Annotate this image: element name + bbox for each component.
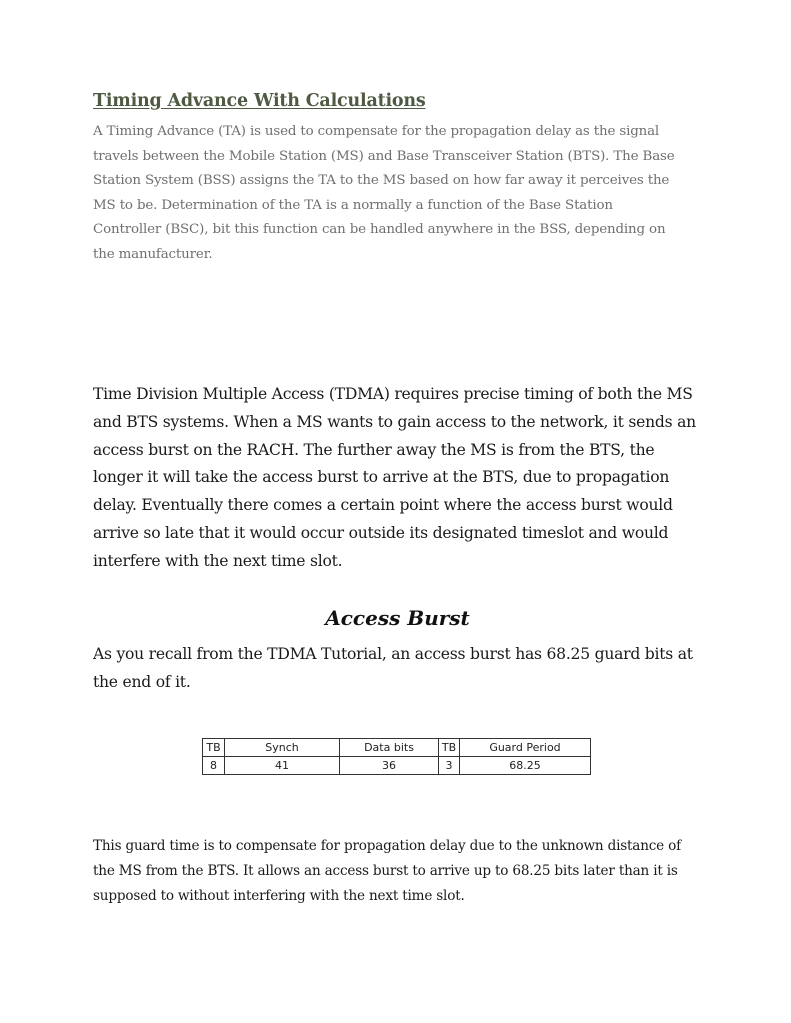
guard-line: supposed to without interfering with the next time slot. — [93, 888, 465, 904]
table-cell: 41 — [225, 757, 340, 775]
intro-line: A Timing Advance (TA) is used to compensate for the propagation delay as the signal — [93, 124, 660, 139]
section-title — [0, 606, 791, 630]
table-header-row — [203, 739, 591, 757]
table-cell: 68.25 — [460, 757, 591, 775]
tdma-line: access burst on the RACH. The further away the MS is from the BTS, the — [93, 440, 655, 459]
intro-line: MS to be. Determination of the TA is a normally a function of the Base Station — [93, 197, 613, 213]
page-title-link[interactable]: Timing Advance With Calculations — [93, 91, 426, 111]
table-row — [203, 757, 591, 775]
table-header-cell: Guard Period — [460, 739, 591, 757]
table-cell: 8 — [203, 757, 225, 775]
tdma-paragraph — [93, 381, 703, 576]
table-header-cell: TB — [439, 739, 460, 757]
tdma-line: longer it will take the access burst to arrive at the BTS, due to propagation — [93, 468, 670, 487]
tdma-line: delay. Eventually there comes a certain point where the access burst would — [93, 496, 673, 515]
table-cell: 3 — [439, 757, 460, 775]
tdma-line: arrive so late that it would occur outside its designated timeslot and would — [93, 523, 669, 542]
recall-line: As you recall from the TDMA Tutorial, an access burst has 68.25 guard bits at — [93, 645, 693, 663]
guard-line: This guard time is to compensate for propagation delay due to the unknown distance of — [93, 838, 681, 854]
recall-line: the end of it. — [93, 672, 191, 691]
intro-line: Controller (BSC), bit this function can be handled anywhere in the BSS, depending on — [93, 222, 666, 238]
table-header-cell: Data bits — [340, 739, 439, 757]
intro-line: the manufacturer. — [93, 246, 213, 262]
recall-paragraph — [93, 641, 703, 697]
tdma-line: Time Division Multiple Access (TDMA) requires precise timing of both the MS — [93, 385, 693, 403]
tdma-line: and BTS systems. When a MS wants to gain access to the network, it sends an — [93, 412, 696, 431]
section-title-text: Access Burst — [325, 606, 470, 630]
guard-line: the MS from the BTS. It allows an access burst to arrive up to 68.25 bits later than it is — [93, 863, 678, 879]
table-header-cell: Synch — [225, 739, 340, 757]
intro-line: travels between the Mobile Station (MS) and Base Transceiver Station (BTS). The Base — [93, 148, 675, 164]
guard-paragraph — [93, 834, 703, 909]
intro-line: Station System (BSS) assigns the TA to the MS based on how far away it perceives the — [93, 173, 670, 189]
table-cell: 36 — [340, 757, 439, 775]
access-burst-table — [202, 738, 591, 775]
intro-paragraph — [93, 120, 693, 268]
tdma-line: interfere with the next time slot. — [93, 551, 343, 570]
table-header-cell: TB — [203, 739, 225, 757]
